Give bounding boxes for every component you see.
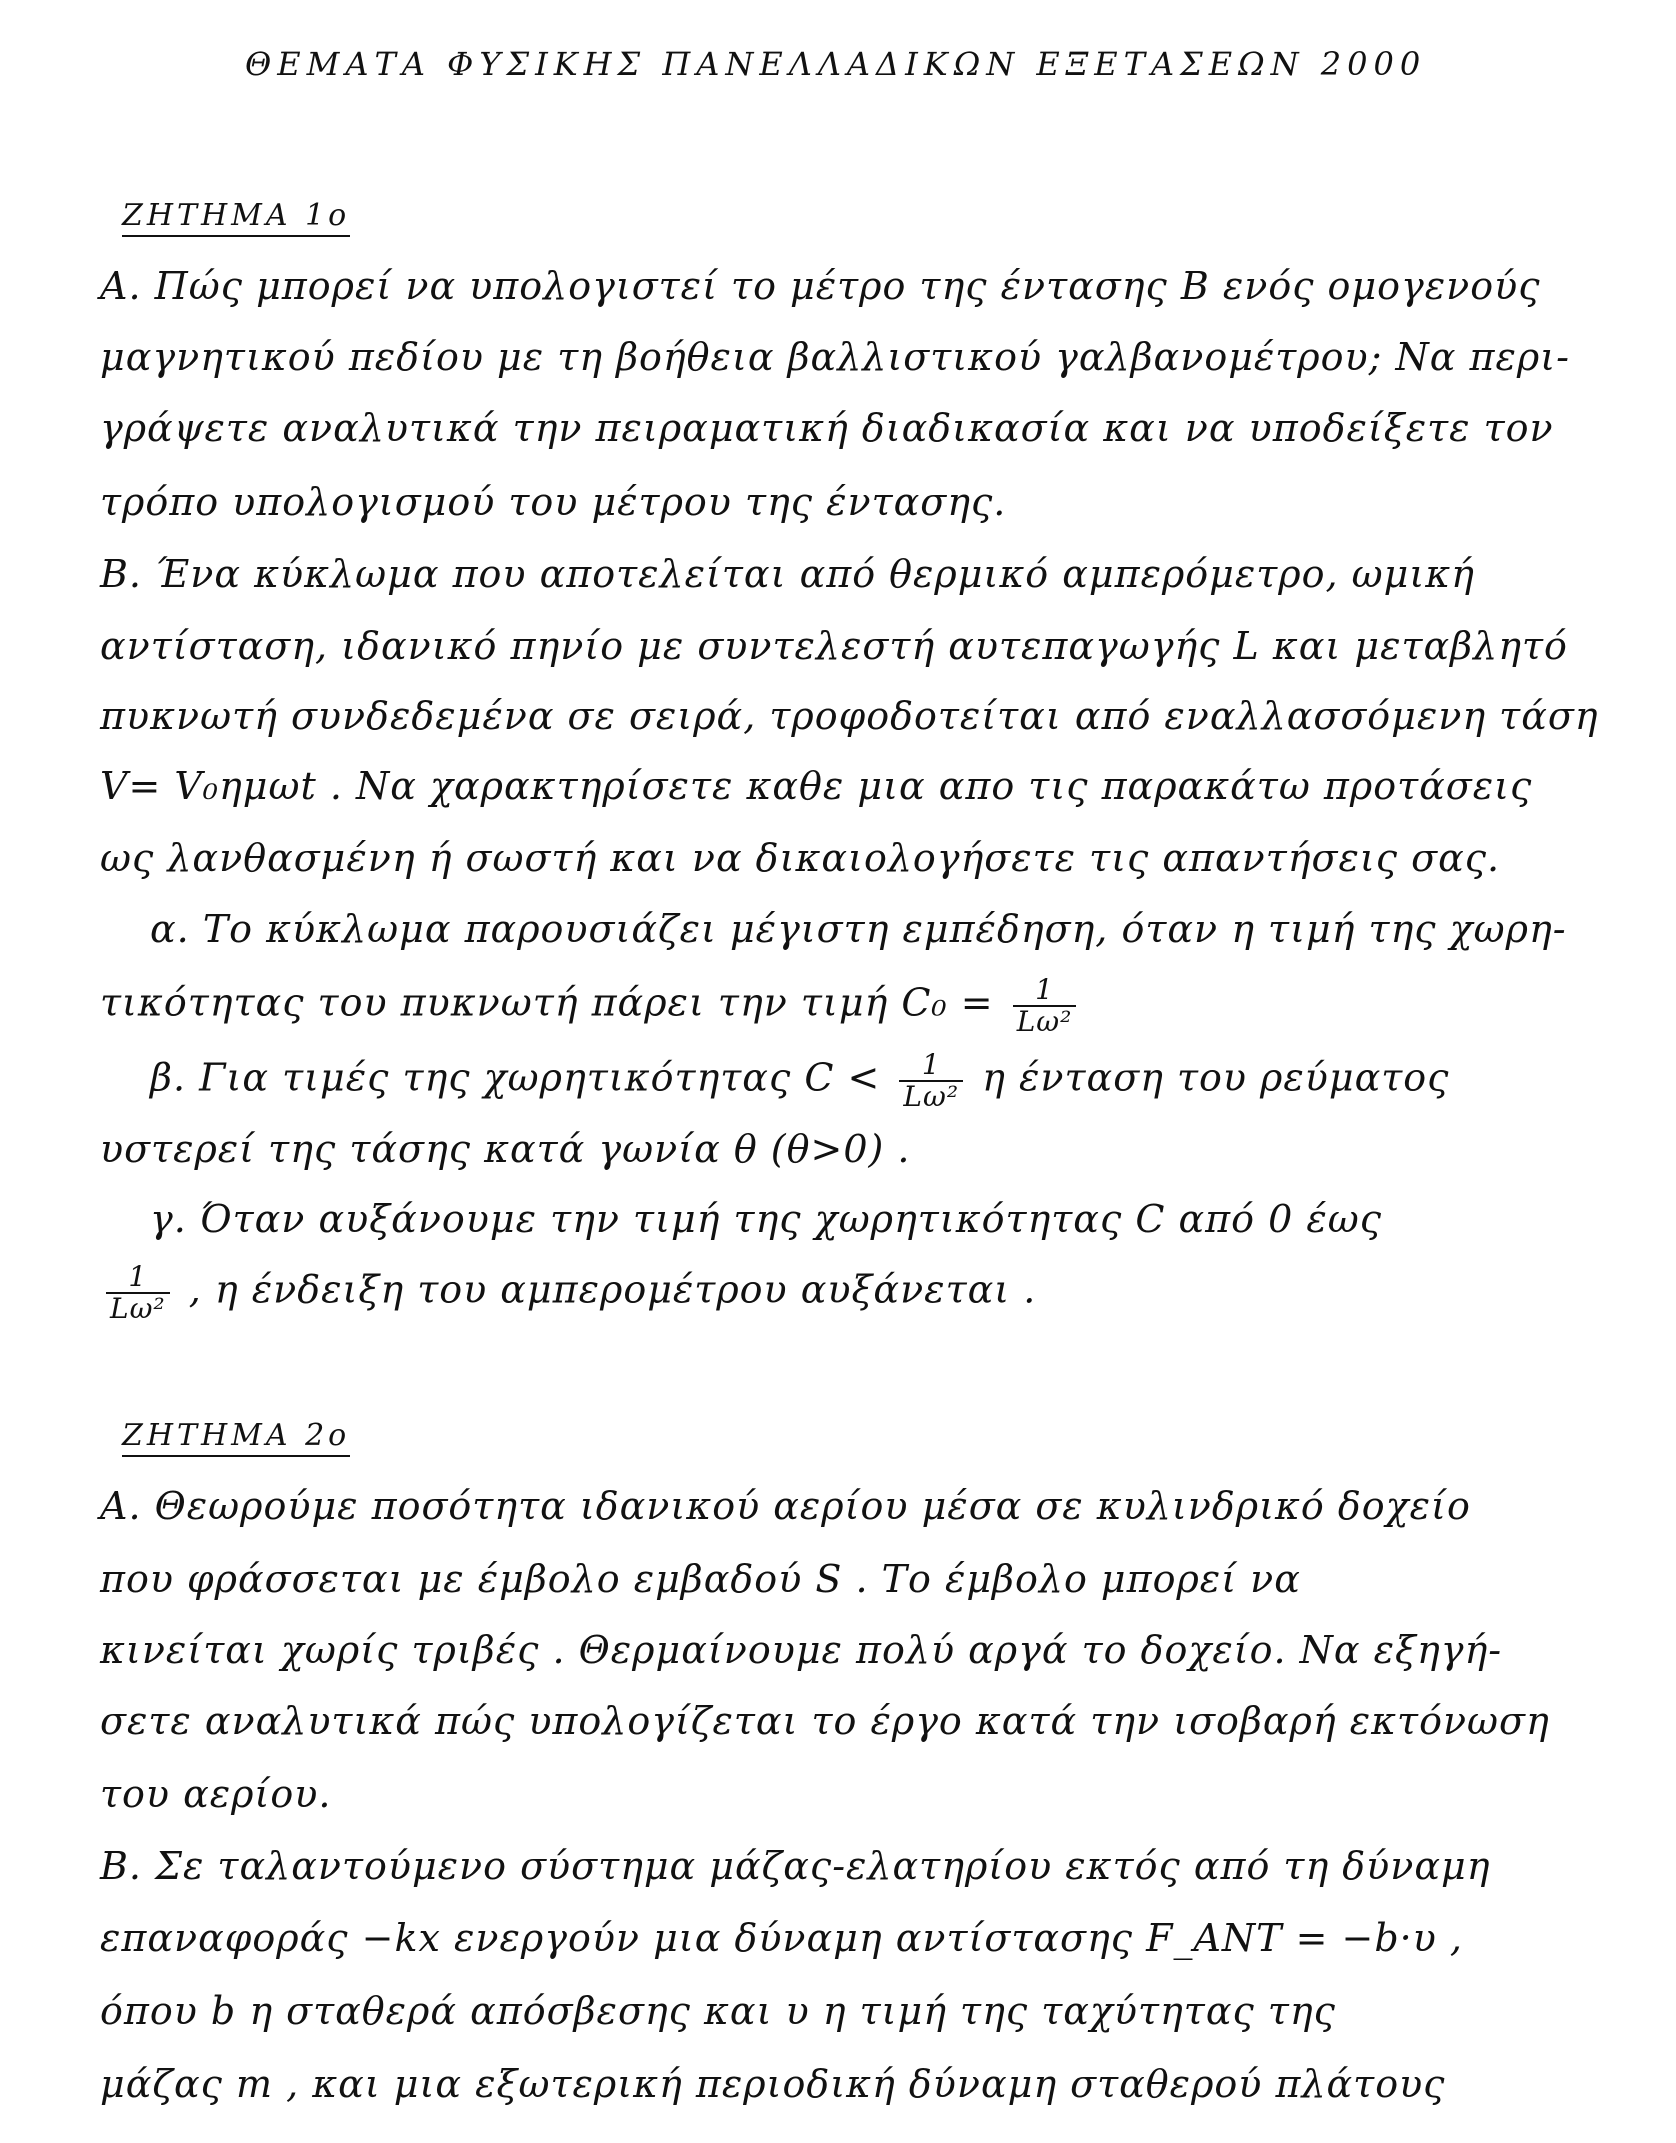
text-line: A. Πώς μπορεί να υπολογιστεί το μέτρο της έντασης B ενός ομογενούς xyxy=(100,264,1541,308)
text-line: σετε αναλυτικά πώς υπολογίζεται το έργο κατά την ισοβαρή εκτόνωση xyxy=(100,1699,1550,1743)
text-line: μαγνητικού πεδίου με τη βοήθεια βαλλιστικού γαλβανομέτρου; Να περι- xyxy=(100,335,1570,379)
text-line: που φράσσεται με έμβολο εμβαδού S . Το έμβολο μπορεί να xyxy=(100,1557,1301,1601)
fraction xyxy=(1013,975,1077,1037)
text-line: του αερίου. xyxy=(100,1772,332,1816)
item-a-line xyxy=(100,975,1586,1037)
fraction-denominator: Lω² xyxy=(903,1080,960,1113)
text-line: τρόπο υπολογισμού του μέτρου της έντασης. xyxy=(100,480,1007,524)
text-line: V= V₀ημωt . Να χαρακτηρίσετε καθε μια απο τις παρακάτω προτάσεις xyxy=(100,764,1533,808)
text-line: A. Θεωρούμε ποσότητα ιδανικού αερίου μέσα σε κυλινδρικό δοχείο xyxy=(100,1484,1471,1528)
item-b-line: υστερεί της τάσης κατά γωνία θ (θ>0) . xyxy=(100,1127,911,1171)
fraction-denominator: Lω² xyxy=(1016,1005,1073,1038)
item-c-line: γ. Όταν αυξάνουμε την τιμή της χωρητικότητας C από 0 έως xyxy=(150,1197,1382,1241)
text-line: γράψετε αναλυτικά την πειραματική διαδικασία και να υποδείξετε τον xyxy=(100,406,1554,450)
fraction-numerator: 1 xyxy=(1013,975,1077,1007)
item-b-text: η ένταση του ρεύματος xyxy=(982,1055,1450,1100)
fraction xyxy=(106,1262,170,1324)
item-a-line: α. Το κύκλωμα παρουσιάζει μέγιστη εμπέδηση, όταν η τιμή της χωρη- xyxy=(150,907,1567,951)
text-line: B. Σε ταλαντούμενο σύστημα μάζας-ελατηρίου εκτός από τη δύναμη xyxy=(100,1844,1491,1888)
fraction-numerator: 1 xyxy=(106,1262,170,1294)
item-c-text: , η ένδειξη του αμπερομέτρου αυξάνεται . xyxy=(188,1267,1037,1312)
fraction xyxy=(899,1050,963,1112)
fraction-denominator: Lω² xyxy=(110,1292,166,1325)
document-title: ΘΕΜΑΤΑ ΦΥΣΙΚΗΣ ΠΑΝΕΛΛΑΔΙΚΩΝ ΕΞΕΤΑΣΕΩΝ 2000 xyxy=(245,45,1427,83)
text-line: κινείται χωρίς τριβές . Θερμαίνουμε πολύ αργά το δοχείο. Να εξηγή- xyxy=(100,1628,1503,1672)
text-line: αντίσταση, ιδανικό πηνίο με συντελεστή αυτεπαγωγής L και μεταβλητό xyxy=(100,624,1568,668)
section-1-heading: ΖΗΤΗΜΑ 1ο xyxy=(122,198,350,237)
item-b-text: β. Για τιμές της χωρητικότητας C < xyxy=(150,1055,881,1100)
section-2-heading: ΖΗΤΗΜΑ 2ο xyxy=(122,1418,350,1457)
text-line: πυκνωτή συνδεδεμένα σε σειρά, τροφοδοτείται από εναλλασσόμενη τάση xyxy=(100,694,1599,738)
text-line: μάζας m , και μια εξωτερική περιοδική δύναμη σταθερού πλάτους xyxy=(100,2062,1446,2106)
item-c-line xyxy=(100,1262,1586,1324)
text-line: όπου b η σταθερά απόσβεσης και υ η τιμή της ταχύτητας της xyxy=(100,1989,1336,2033)
text-line: επαναφοράς −kx ενεργούν μια δύναμη αντίστασης F_ANT = −b·υ , xyxy=(100,1916,1464,1960)
text-line: ως λανθασμένη ή σωστή και να δικαιολογήσετε τις απαντήσεις σας. xyxy=(100,836,1501,880)
text-line: B. Ένα κύκλωμα που αποτελείται από θερμικό αμπερόμετρο, ωμική xyxy=(100,552,1475,596)
fraction-numerator: 1 xyxy=(899,1050,963,1082)
item-a-text: τικότητας του πυκνωτή πάρει την τιμή C₀ = xyxy=(100,980,994,1025)
item-b-line xyxy=(150,1050,1586,1112)
